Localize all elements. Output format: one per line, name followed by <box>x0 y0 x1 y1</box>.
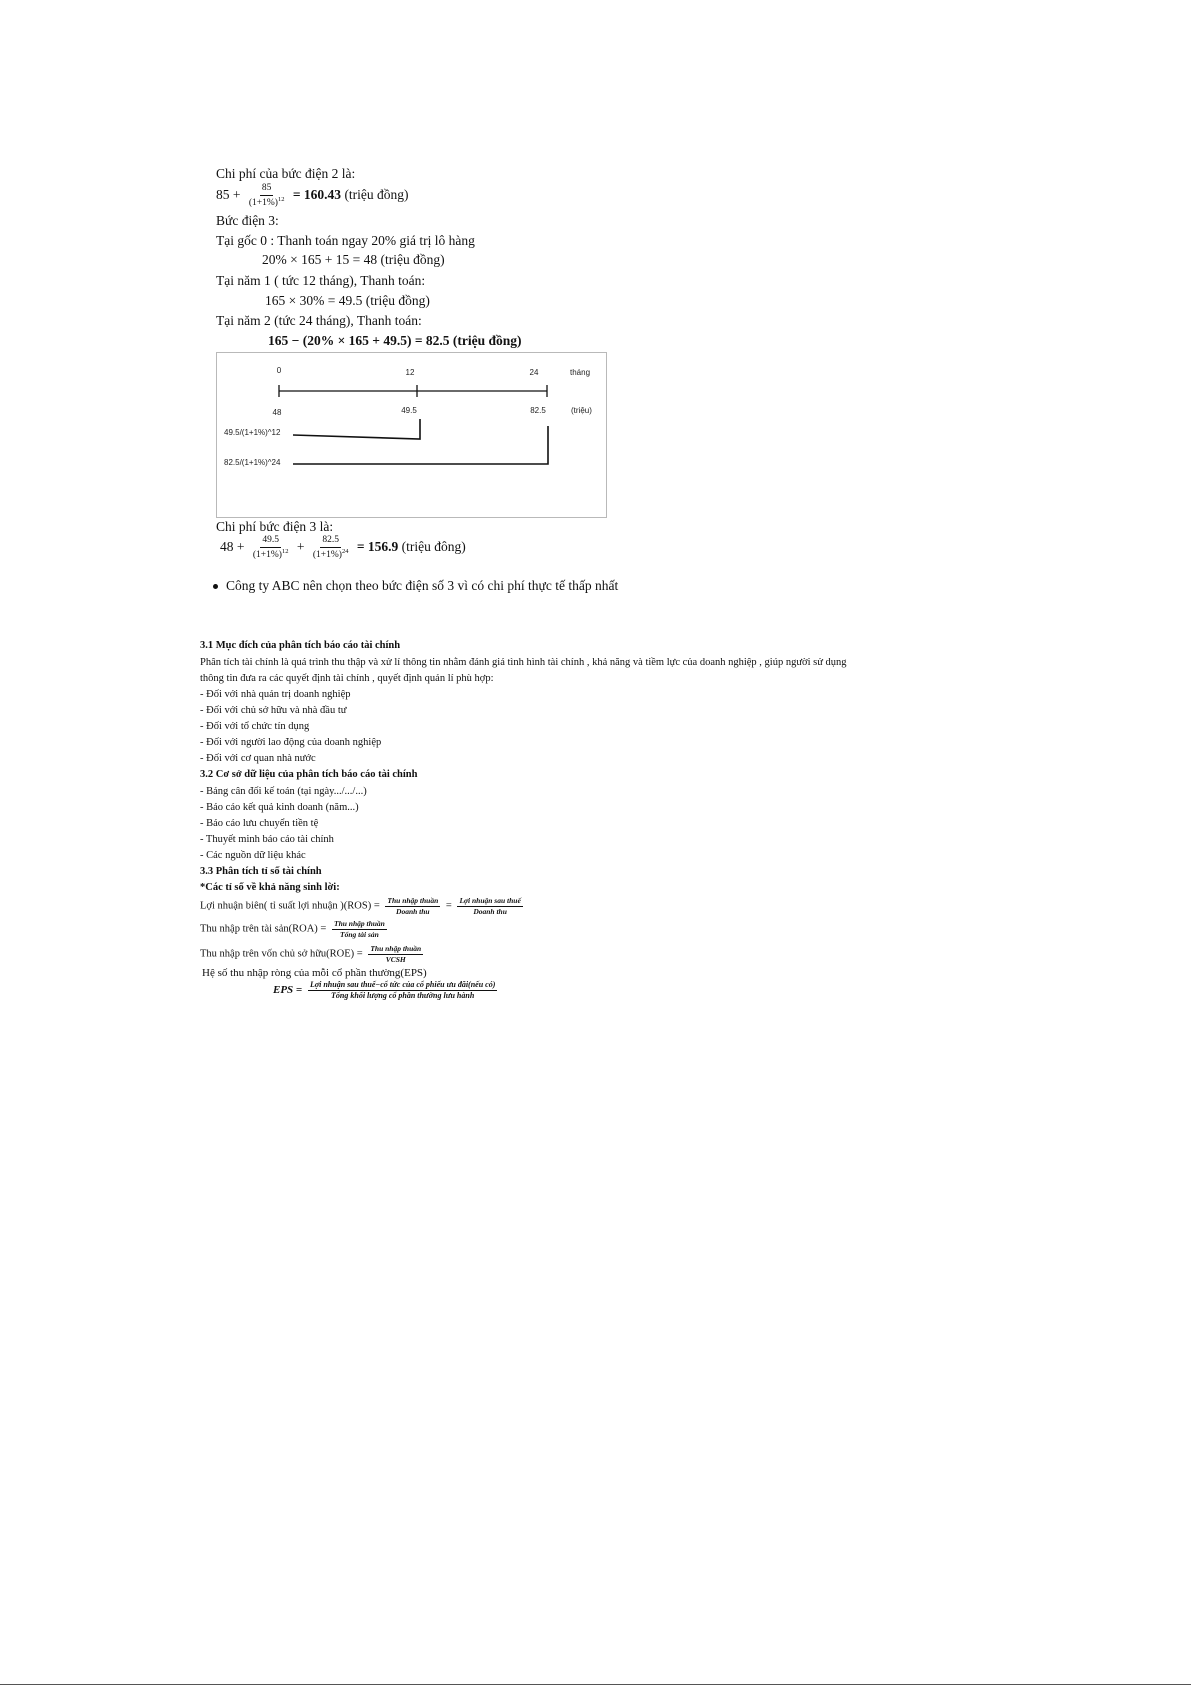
fraction-numerator: Lợi nhuận sau thuế <box>459 896 521 905</box>
fraction-denominator: Doanh thu <box>396 906 430 916</box>
formula-unit: (triệu đông) <box>401 539 466 555</box>
conclusion-text: Công ty ABC nên chọn theo bức điện số 3 vì có chi phí thực tế thấp nhất <box>226 578 619 593</box>
step1-text: Tại năm 1 ( tức 12 tháng), Thanh toán: <box>216 273 426 288</box>
fraction-denominator: Tổng khối lượng cổ phần thường lưu hành <box>331 991 475 1000</box>
section-3-1-paragraph-line1: Phân tích tài chính là quá trình thu thập và xử lí thông tin nhằm đánh giá tình hình tài chính , khả năng và tiềm lực của doanh nghiệp , giúp người sử dụng <box>200 657 847 668</box>
fraction-numerator: Thu nhập thuần <box>333 919 385 928</box>
amount-48: 48 <box>272 408 282 417</box>
months-unit: tháng <box>570 368 591 377</box>
den-base: (1+1%) <box>312 549 342 560</box>
cost-m2-formula <box>216 184 409 208</box>
formula-label: Lợi nhuận biên( tỉ suất lợi nhuận )(ROS) = <box>200 900 380 912</box>
list-item: - Đối với người lao động của doanh nghiệp <box>200 737 382 748</box>
list-item: - Đối với chủ sở hữu và nhà đầu tư <box>200 705 347 716</box>
pv-arrow-1 <box>293 419 420 439</box>
month-label-12: 12 <box>405 368 415 377</box>
list-item: - Bảng cân đối kế toán (tại ngày.../.../...) <box>200 786 367 797</box>
fraction-numerator: 85 <box>260 184 274 196</box>
step2-formula: 165 − (20% × 165 + 49.5) = 82.5 (triệu đồng) <box>268 333 522 348</box>
eps-formula <box>273 981 500 1000</box>
list-item: - Báo cáo kết quả kinh doanh (năm...) <box>200 802 359 813</box>
list-item: - Đối với nhà quản trị doanh nghiệp <box>200 689 351 700</box>
list-item: - Các nguồn dữ liệu khác <box>200 850 306 861</box>
fraction-denominator: VCSH <box>385 954 406 964</box>
cost-m2-heading: Chi phí của bức điện 2 là: <box>216 166 356 181</box>
den-exponent: 12 <box>281 547 289 555</box>
eps-heading: Hệ số thu nhập ròng của mỗi cổ phần thường(EPS) <box>202 967 427 979</box>
den-base: (1+1%) <box>252 549 282 560</box>
month-label-0: 0 <box>276 366 282 375</box>
fraction-numerator: Thu nhập thuần <box>387 896 439 905</box>
formula-unit: (triệu đồng) <box>344 187 409 203</box>
list-item: - Báo cáo lưu chuyển tiền tệ <box>200 818 319 829</box>
formula-label: Thu nhập trên tài sản(ROA) = <box>200 923 327 935</box>
cost-m3-formula <box>220 536 466 560</box>
fraction-denominator: Doanh thu <box>473 906 507 916</box>
step0-text: Tại gốc 0 : Thanh toán ngay 20% giá trị lô hàng <box>216 233 475 248</box>
fraction-denominator <box>251 548 291 561</box>
list-item: - Thuyết minh báo cáo tài chính <box>200 834 334 845</box>
fraction-numerator: Lợi nhuận sau thuế−cổ tức của cổ phiếu ưu đãi(nếu có) <box>309 980 496 989</box>
ros-formula <box>200 897 526 915</box>
pv-label-2: 82.5/(1+1%)^24 <box>224 458 281 467</box>
amount-82-5: 82.5 <box>530 406 546 415</box>
formula-result: = 156.9 <box>356 539 399 555</box>
amount-49-5: 49.5 <box>401 406 417 415</box>
amounts-unit: (triệu) <box>571 406 592 415</box>
fraction <box>385 897 440 915</box>
formula-label: EPS = <box>273 984 303 997</box>
fraction <box>457 897 522 915</box>
fraction-2 <box>311 536 351 560</box>
pv-label-1: 49.5/(1+1%)^12 <box>224 428 281 437</box>
section-3-1-paragraph-line2: thông tin đưa ra các quyết định tài chính , quyết định quản lí phù hợp: <box>200 673 494 684</box>
section-3-3-title: 3.3 Phân tích tỉ số tài chính <box>200 866 322 877</box>
m3-heading: Bức điện 3: <box>216 213 279 228</box>
den-exponent: 12 <box>277 195 285 203</box>
fraction <box>368 945 423 963</box>
cost-m3-heading: Chi phí bức điện 3 là: <box>216 519 334 534</box>
section-3-3-subtitle: *Các tỉ số về khả năng sinh lời: <box>200 882 340 893</box>
section-3-1-title: 3.1 Mục đích của phân tích báo cáo tài chính <box>200 640 401 651</box>
conclusion <box>213 578 618 594</box>
formula-label: Thu nhập trên vốn chủ sở hữu(ROE) = <box>200 948 363 960</box>
den-base: (1+1%) <box>248 197 278 208</box>
fraction <box>247 184 287 208</box>
fraction-denominator <box>311 548 351 561</box>
formula-lead: 48 + <box>220 539 245 555</box>
fraction-denominator: Tổng tài sản <box>340 929 379 939</box>
roe-formula <box>200 945 426 963</box>
bullet-icon <box>213 584 218 589</box>
fraction-numerator: Thu nhập thuần <box>370 944 422 953</box>
fraction-1 <box>251 536 291 560</box>
cashflow-timeline <box>216 352 607 518</box>
step2-text: Tại năm 2 (tức 24 tháng), Thanh toán: <box>216 313 422 328</box>
den-exponent: 24 <box>341 547 349 555</box>
plus-sign: + <box>296 539 305 555</box>
equals-sign: = <box>445 900 452 912</box>
month-label-24: 24 <box>529 368 539 377</box>
fraction-numerator: 49.5 <box>260 536 281 548</box>
formula-result: = 160.43 <box>292 187 342 203</box>
step1-formula: 165 × 30% = 49.5 (triệu đồng) <box>265 293 430 308</box>
section-3-2-title: 3.2 Cơ sở dữ liệu của phân tích báo cáo tài chính <box>200 769 418 780</box>
fraction <box>332 920 387 938</box>
roa-formula <box>200 920 390 938</box>
fraction-denominator <box>247 196 287 209</box>
step0-formula: 20% × 165 + 15 = 48 (triệu đồng) <box>262 252 445 267</box>
formula-lead: 85 + <box>216 187 241 203</box>
list-item: - Đối với cơ quan nhà nước <box>200 753 316 764</box>
list-item: - Đối với tổ chức tín dụng <box>200 721 310 732</box>
fraction <box>308 981 497 1000</box>
fraction-numerator: 82.5 <box>320 536 341 548</box>
